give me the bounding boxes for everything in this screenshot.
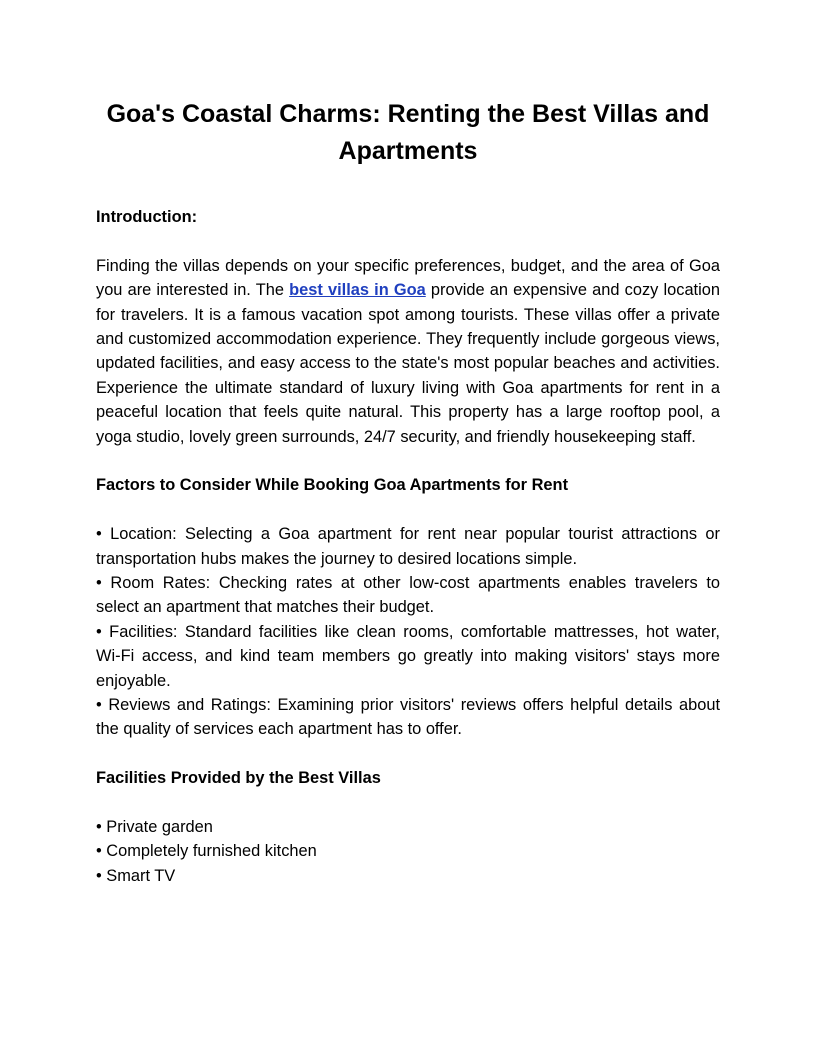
best-villas-in-goa-link[interactable]: best villas in Goa <box>289 281 426 300</box>
intro-text-after-link: provide an expensive and cozy location for travelers. It is a famous vacation spot among tourists. These villas offer a private and customized accommodation experience. They frequently include gorgeous views, updated facilities, and easy access to the state's most popular beaches and activities. Experience the ultimate standard of luxury living with Goa apartments for rent in a peaceful location that feels quite natural. This property has a large rooftop pool, a yoga studio, lovely green surrounds, 24/7 security, and friendly housekeeping staff. <box>96 281 720 446</box>
list-item: • Facilities: Standard facilities like clean rooms, comfortable mattresses, hot water, Wi-Fi access, and kind team members go greatly into making visitors' stays more enjoyable. <box>96 622 720 690</box>
document-page <box>96 96 720 888</box>
list-item: • Private garden <box>96 818 213 837</box>
spacer <box>96 742 720 766</box>
list-item: • Completely furnished kitchen <box>96 842 317 861</box>
document-title: Goa's Coastal Charms: Renting the Best Villas and Apartments <box>106 100 710 165</box>
factors-heading: Factors to Consider While Booking Goa Apartments for Rent <box>96 476 569 495</box>
facilities-list <box>96 815 720 888</box>
spacer <box>96 449 720 473</box>
introduction-heading: Introduction: <box>96 208 198 226</box>
list-item: • Room Rates: Checking rates at other low-cost apartments enables travelers to select an apartment that matches their budget. <box>96 574 720 617</box>
facilities-heading: Facilities Provided by the Best Villas <box>96 769 381 788</box>
spacer <box>96 498 720 522</box>
spacer <box>96 791 720 815</box>
list-item: • Smart TV <box>96 866 176 885</box>
introduction-paragraph <box>96 254 720 449</box>
list-item: • Location: Selecting a Goa apartment for rent near popular tourist attractions or transportation hubs makes the journey to desired locations simple. <box>96 525 720 568</box>
intro-text-before-link: Finding the villas depends on your specific preferences, budget, and the area of Goa you are interested in. The <box>96 256 720 300</box>
list-item: • Reviews and Ratings: Examining prior visitors' reviews offers helpful details about the quality of services each apartment has to offer. <box>96 696 720 739</box>
factors-list <box>96 522 720 742</box>
spacer <box>96 229 720 253</box>
